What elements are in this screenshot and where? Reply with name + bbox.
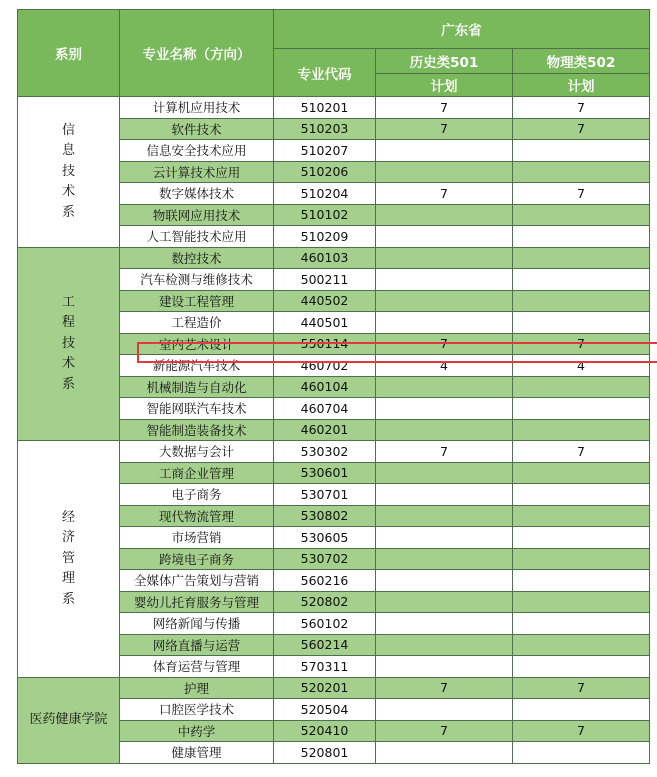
major-code: 560102 — [274, 613, 376, 635]
header-physics: 物理类502 — [513, 49, 650, 74]
header-code: 专业代码 — [274, 49, 376, 97]
admission-plan-table-wrapper — [17, 9, 649, 764]
major-name: 人工智能技术应用 — [120, 226, 274, 248]
table-row — [18, 677, 650, 699]
history-plan — [376, 613, 513, 635]
physics-plan: 7 — [513, 677, 650, 699]
major-name: 建设工程管理 — [120, 290, 274, 312]
physics-plan — [513, 140, 650, 162]
major-code: 530702 — [274, 548, 376, 570]
major-name: 机械制造与自动化 — [120, 376, 274, 398]
major-code: 520504 — [274, 699, 376, 721]
history-plan — [376, 527, 513, 549]
physics-plan: 7 — [513, 183, 650, 205]
history-plan — [376, 742, 513, 764]
dept-name: 工程技术系 — [61, 294, 75, 392]
physics-plan — [513, 376, 650, 398]
major-name: 工程造价 — [120, 312, 274, 334]
history-plan: 7 — [376, 118, 513, 140]
history-plan — [376, 269, 513, 291]
major-code: 530802 — [274, 505, 376, 527]
history-plan: 7 — [376, 97, 513, 119]
physics-plan: 7 — [513, 720, 650, 742]
physics-plan — [513, 613, 650, 635]
history-plan — [376, 570, 513, 592]
history-plan — [376, 699, 513, 721]
major-name: 中药学 — [120, 720, 274, 742]
dept-name: 信息技术系 — [61, 122, 75, 220]
history-plan — [376, 591, 513, 613]
major-code: 510201 — [274, 97, 376, 119]
history-plan — [376, 548, 513, 570]
major-name: 计算机应用技术 — [120, 97, 274, 119]
major-code: 460702 — [274, 355, 376, 377]
physics-plan — [513, 269, 650, 291]
major-code: 550114 — [274, 333, 376, 355]
major-name: 全媒体广告策划与营销 — [120, 570, 274, 592]
physics-plan — [513, 591, 650, 613]
major-name: 数控技术 — [120, 247, 274, 269]
header-physics-plan: 计划 — [513, 74, 650, 97]
major-code: 520410 — [274, 720, 376, 742]
major-code: 510102 — [274, 204, 376, 226]
header-major: 专业名称（方向） — [120, 10, 274, 97]
major-name: 市场营销 — [120, 527, 274, 549]
major-name: 大数据与会计 — [120, 441, 274, 463]
history-plan — [376, 204, 513, 226]
physics-plan — [513, 505, 650, 527]
major-code: 460201 — [274, 419, 376, 441]
major-code: 560216 — [274, 570, 376, 592]
history-plan: 7 — [376, 333, 513, 355]
dept-name: 经济管理系 — [61, 509, 75, 607]
major-code: 510206 — [274, 161, 376, 183]
history-plan — [376, 505, 513, 527]
major-code: 510203 — [274, 118, 376, 140]
major-name: 网络新闻与传播 — [120, 613, 274, 635]
physics-plan — [513, 484, 650, 506]
physics-plan — [513, 527, 650, 549]
major-name: 护理 — [120, 677, 274, 699]
major-code: 510207 — [274, 140, 376, 162]
major-name: 工商企业管理 — [120, 462, 274, 484]
major-code: 530601 — [274, 462, 376, 484]
history-plan — [376, 226, 513, 248]
history-plan — [376, 484, 513, 506]
physics-plan — [513, 312, 650, 334]
major-code: 530302 — [274, 441, 376, 463]
major-code: 460103 — [274, 247, 376, 269]
major-name: 网络直播与运营 — [120, 634, 274, 656]
physics-plan — [513, 290, 650, 312]
major-code: 460104 — [274, 376, 376, 398]
dept-cell — [18, 247, 120, 441]
physics-plan: 7 — [513, 97, 650, 119]
header-history: 历史类501 — [376, 49, 513, 74]
header-province: 广东省 — [274, 10, 650, 49]
major-code: 560214 — [274, 634, 376, 656]
history-plan — [376, 419, 513, 441]
major-name: 数字媒体技术 — [120, 183, 274, 205]
physics-plan: 7 — [513, 333, 650, 355]
major-name: 云计算技术应用 — [120, 161, 274, 183]
major-name: 新能源汽车技术 — [120, 355, 274, 377]
dept-cell — [18, 441, 120, 678]
history-plan — [376, 398, 513, 420]
header-dept: 系别 — [18, 10, 120, 97]
major-code: 520801 — [274, 742, 376, 764]
history-plan — [376, 290, 513, 312]
physics-plan — [513, 462, 650, 484]
physics-plan — [513, 634, 650, 656]
history-plan — [376, 312, 513, 334]
history-plan: 7 — [376, 677, 513, 699]
major-code: 520802 — [274, 591, 376, 613]
physics-plan: 7 — [513, 441, 650, 463]
major-name: 室内艺术设计 — [120, 333, 274, 355]
major-code: 460704 — [274, 398, 376, 420]
physics-plan: 4 — [513, 355, 650, 377]
major-name: 汽车检测与维修技术 — [120, 269, 274, 291]
history-plan: 4 — [376, 355, 513, 377]
physics-plan — [513, 161, 650, 183]
history-plan: 7 — [376, 441, 513, 463]
major-code: 500211 — [274, 269, 376, 291]
major-code: 520201 — [274, 677, 376, 699]
major-name: 软件技术 — [120, 118, 274, 140]
major-name: 口腔医学技术 — [120, 699, 274, 721]
history-plan — [376, 656, 513, 678]
physics-plan — [513, 742, 650, 764]
major-name: 智能网联汽车技术 — [120, 398, 274, 420]
history-plan — [376, 161, 513, 183]
major-name: 婴幼儿托育服务与管理 — [120, 591, 274, 613]
dept-cell — [18, 677, 120, 763]
table-row — [18, 247, 650, 269]
major-name: 智能制造装备技术 — [120, 419, 274, 441]
dept-cell — [18, 97, 120, 248]
major-name: 健康管理 — [120, 742, 274, 764]
major-name: 电子商务 — [120, 484, 274, 506]
history-plan: 7 — [376, 183, 513, 205]
physics-plan — [513, 226, 650, 248]
admission-plan-table — [17, 9, 650, 764]
major-code: 510204 — [274, 183, 376, 205]
table-row — [18, 441, 650, 463]
major-name: 体育运营与管理 — [120, 656, 274, 678]
major-name: 物联网应用技术 — [120, 204, 274, 226]
physics-plan — [513, 548, 650, 570]
history-plan — [376, 462, 513, 484]
history-plan — [376, 376, 513, 398]
physics-plan — [513, 247, 650, 269]
major-code: 510209 — [274, 226, 376, 248]
major-code: 440502 — [274, 290, 376, 312]
history-plan — [376, 140, 513, 162]
major-code: 440501 — [274, 312, 376, 334]
major-name: 现代物流管理 — [120, 505, 274, 527]
physics-plan — [513, 419, 650, 441]
physics-plan — [513, 398, 650, 420]
history-plan: 7 — [376, 720, 513, 742]
dept-name: 医药健康学院 — [29, 711, 108, 727]
physics-plan — [513, 699, 650, 721]
major-name: 跨境电子商务 — [120, 548, 274, 570]
table-body — [18, 97, 650, 764]
major-code: 530605 — [274, 527, 376, 549]
history-plan — [376, 634, 513, 656]
major-name: 信息安全技术应用 — [120, 140, 274, 162]
physics-plan: 7 — [513, 118, 650, 140]
major-code: 530701 — [274, 484, 376, 506]
physics-plan — [513, 570, 650, 592]
header-history-plan: 计划 — [376, 74, 513, 97]
physics-plan — [513, 656, 650, 678]
major-code: 570311 — [274, 656, 376, 678]
history-plan — [376, 247, 513, 269]
physics-plan — [513, 204, 650, 226]
table-row — [18, 97, 650, 119]
